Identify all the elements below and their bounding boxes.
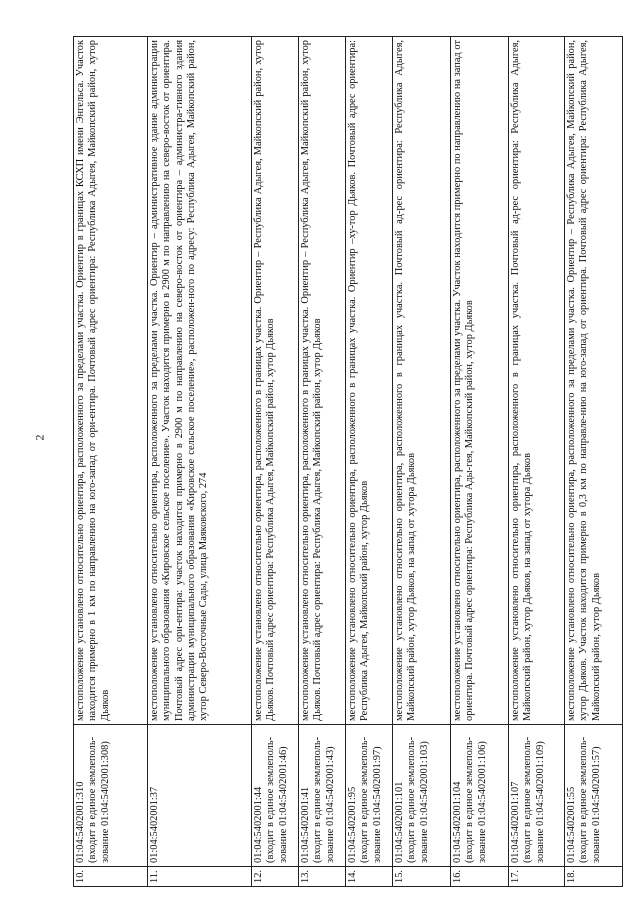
land-plots-table <box>73 36 623 887</box>
location-description: местоположение установлено относительно ориентира, расположенного за пределами участка. Ориентир в границах КСХП имени Энгельса. Участок находится примерно в 1 км по направлению на юго-запад от ори-ентира. Почтовый адрес ориентира: Республика Адыгея, Майкопский район, хутор Дьяков <box>74 37 148 725</box>
cadastral-cell <box>299 725 346 867</box>
location-description: местоположение установлено относительно ориентира, расположенного в границах участка. Ориентир – Республика Адыгея, Майкопский район, хутор Дьяков. Почтовый адрес ориентира: Республика Адыгея, Майкопский район, хутор Дьяков <box>299 37 346 725</box>
cadastral-number: 01:04:5402001:107 <box>510 781 521 863</box>
row-number: 14. <box>346 867 393 887</box>
row-number: 18. <box>565 867 623 887</box>
table-row <box>148 37 252 887</box>
table-row <box>252 37 299 887</box>
row-number: 11. <box>148 867 252 887</box>
cadastral-cell <box>565 725 623 867</box>
cadastral-cell <box>509 725 565 867</box>
table-row <box>74 37 148 887</box>
cadastral-cell <box>393 725 451 867</box>
cadastral-cell <box>451 725 509 867</box>
table-body <box>74 37 623 887</box>
table-row <box>346 37 393 887</box>
row-number: 12. <box>252 867 299 887</box>
cadastral-cell <box>148 725 252 867</box>
row-number: 17. <box>509 867 565 887</box>
table-row <box>509 37 565 887</box>
land-use-note: (входит в единое землеполь-зование 01:04:5402001:103) <box>406 736 430 863</box>
table-row <box>299 37 346 887</box>
location-description: местоположение установлено относительно ориентира, расположенного за пределами участка. Участок находится примерно по направлению на запад от ориентира. Почтовый адрес ориентира: Республика Ады-гея, Майкопский район, хутор Дьяков <box>451 37 509 725</box>
row-number: 10. <box>74 867 148 887</box>
location-description: местоположение установлено относительно ориентира, расположенного за пределами участка. Ориентир – административное здание администрации муниципального образования «Кировское сельское поселение». Участок находится примерно в 2900 м по направлению на северо-восток от ориентира. Почтовый адрес ори-ентира: участок находится примерно в 2900 м по направлению на северо-восток от ориентира – администра-тивного здания администрации муниципального образования «Кировское сельское поселение», расположен-ного по адресу: Республика Адыгея, Майкопский район, хутор Северо-Восточные Сады, улица Маяковского, 274 <box>148 37 252 725</box>
cadastral-number: 01:04:5402001:104 <box>452 781 463 863</box>
table-row <box>393 37 451 887</box>
cadastral-number: 01:04:5402001:95 <box>347 786 358 863</box>
land-use-note: (входит в единое землеполь-зование 01:04:5402001:97) <box>359 736 383 863</box>
row-number: 13. <box>299 867 346 887</box>
location-description: местоположение установлено относительно ориентира, расположенного в границах участка. Ориентир –ху-тор Дьяков. Почтовый адрес ориентира: Республика Адыгея, Майкопский район, хутор Дьяков <box>346 37 393 725</box>
cadastral-cell <box>346 725 393 867</box>
location-description: местоположение установлено относительно ориентира, расположенного в границах участка. Ориентир – Республика Адыгея, Майкопский район, хутор Дьяков. Почтовый адрес ориентира: Республика Адыгея, Майкопский район, хутор Дьяков <box>252 37 299 725</box>
cadastral-number: 01:04:5402001:37 <box>149 786 160 863</box>
cadastral-cell <box>74 725 148 867</box>
land-use-note: (входит в единое землеполь-зование 01:04:5402001:43) <box>312 736 336 863</box>
page-number: 2 <box>32 434 47 441</box>
location-description: местоположение установлено относительно ориентира, расположенного в границах участка. Почтовый ад-рес ориентира: Республика Адыгея, Майкопский район, хутор Дьяков, на запад от хутора Дьяков <box>509 37 565 725</box>
cadastral-number: 01:04:5402001:55 <box>566 786 577 863</box>
row-number: 15. <box>393 867 451 887</box>
land-use-note: (входит в единое землеполь-зование 01:04:5402001:109) <box>522 736 546 863</box>
cadastral-number: 01:04:5402001:310 <box>75 781 86 863</box>
table-row <box>451 37 509 887</box>
land-use-note: (входит в единое землеполь-зование 01:04:5402001:57) <box>578 736 602 863</box>
location-description: местоположение установлено относительно ориентира, расположенного в границах участка. Почтовый ад-рес ориентира: Республика Адыгея, Майкопский район, хутор Дьяков, на запад от хутора Дьяков <box>393 37 451 725</box>
cadastral-cell <box>252 725 299 867</box>
row-number: 16. <box>451 867 509 887</box>
land-use-note: (входит в единое землеполь-зование 01:04:5402001:106) <box>464 736 488 863</box>
location-description: местоположение установлено относительно ориентира, расположенного за пределами участка. Ориентир – Республика Адыгея, Майкопский район, хутор Дьяков. Участок находится примерно в 0,3 км по направле-нию на юго-запад от ориентира. Почтовый адрес ориентира: Республика Адыгея, Майкопский район, хутор Дьяков <box>565 37 623 725</box>
cadastral-number: 01:04:5402001:44 <box>253 786 264 863</box>
land-use-note: (входит в единое землеполь-зование 01:04:5402001:308) <box>87 736 111 863</box>
land-use-note: (входит в единое землеполь-зование 01:04:5402001:46) <box>265 736 289 863</box>
cadastral-number: 01:04:5402001:41 <box>300 786 311 863</box>
cadastral-number: 01:04:5402001:101 <box>394 781 405 863</box>
table-row <box>565 37 623 887</box>
rotated-table-container <box>73 37 623 887</box>
